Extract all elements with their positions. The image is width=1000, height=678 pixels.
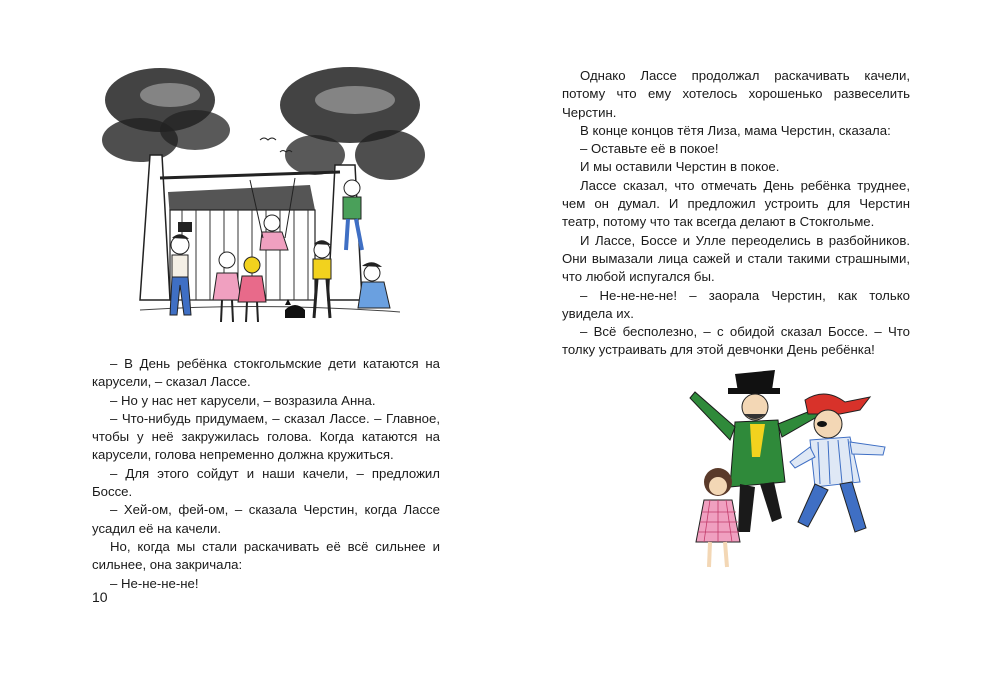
paragraph: – Для этого сойдут и наши качели, – предложил Боссе. [92,465,440,500]
illustration-children-by-shed [100,60,430,335]
paragraph: – Что-нибудь придумаем, – сказал Лассе. – Главное, чтобы у неё закружилась голова. Когда катаются на карусели, голова непременно должна кружиться. [92,410,440,463]
left-page-text [92,355,440,593]
right-page-text [562,67,910,360]
paragraph: И мы оставили Черстин в покое. [580,159,780,175]
paragraph: – В День ребёнка стокгольмские дети катаются на карусели, – сказал Лассе. [92,356,440,390]
illustration-robbers-and-girl [680,362,890,582]
paragraph: – Хей-ом, фей-ом, – сказала Черстин, когда Лассе усадил её на качели. [92,502,440,536]
right-page [500,0,1000,678]
paragraph: Однако Лассе продолжал раскачивать качели, потому что ему хотелось хорошенько развеселить Черстин. [562,68,910,120]
paragraph: – Оставьте её в покое! [580,141,719,157]
paragraph: Но, когда мы стали раскачивать её всё сильнее и сильнее, она закричала: [92,538,440,573]
paragraph: В конце концов тётя Лиза, мама Черстин, сказала: [580,122,891,138]
paragraph: – Не-не-не-не! [110,575,199,591]
page-number: 10 [92,589,108,605]
paragraph: И Лассе, Боссе и Улле переоделись в разбойников. Они вымазали лица сажей и стали такими страшными, что любой испугался бы. [562,232,910,285]
paragraph: – Всё бесполезно, – с обидой сказал Боссе. – Что толку устраивать для этой девчонки День ребёнка! [562,324,910,358]
paragraph: – Не-не-не-не! – заорала Черстин, как только увидела их. [562,287,910,321]
paragraph: – Но у нас нет карусели, – возразила Анна. [110,392,376,408]
paragraph: Лассе сказал, что отмечать День ребёнка труднее, чем он думал. И предложил устроить для Черстин театр, потому что так всегда делают в Стокгольме. [562,177,910,230]
